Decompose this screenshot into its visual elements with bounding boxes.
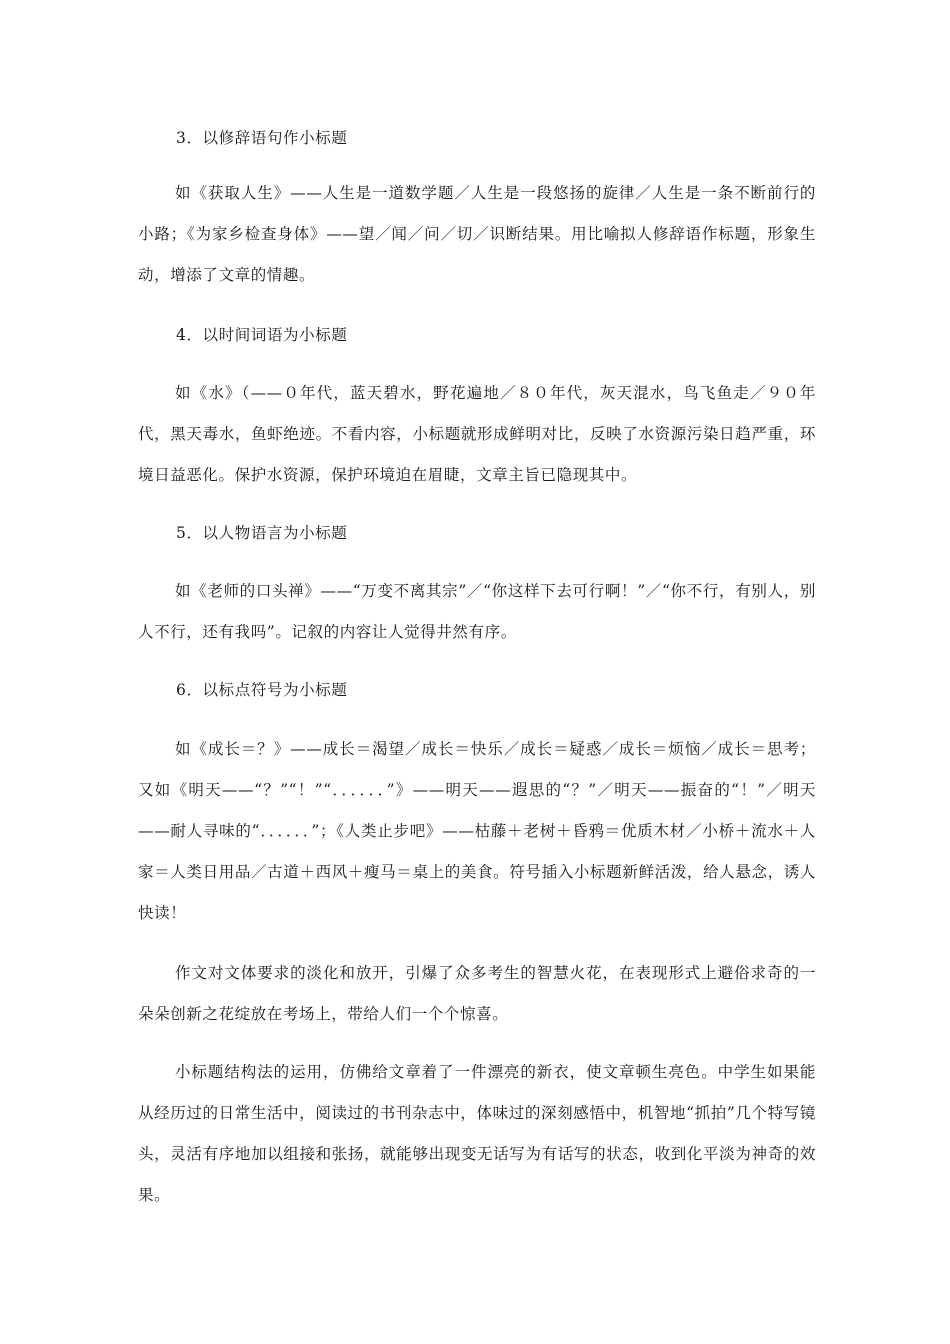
section-paragraph-4: 如《水》（——０年代，蓝天碧水，野花遍地／８０年代，灰天混水，鸟飞鱼走／９０年代，黑天毒水，鱼虾绝迹。不看内容，小标题就形成鲜明对比，反映了水资源污染日趋严重，环境日益恶化。保护水资源，保护环境迫在眉睫，文章主旨已隐现其中。 bbox=[138, 384, 816, 484]
section-heading-5: 5．以人物语言为小标题 bbox=[176, 524, 348, 542]
section-heading-4: 4．以时间词语为小标题 bbox=[176, 326, 348, 344]
section-paragraph-3: 如《获取人生》——人生是一道数学题／人生是一段悠扬的旋律／人生是一条不断前行的小路；《为家乡检查身体》——望／闻／问／切／识断结果。用比喻拟人修辞语作标题，形象生动，增添了文章的情趣。 bbox=[138, 184, 816, 284]
section-heading-3: 3．以修辞语句作小标题 bbox=[176, 129, 348, 147]
section-paragraph-6: 如《成长＝？》——成长＝渴望／成长＝快乐／成长＝疑惑／成长＝烦恼／成长＝思考；又如《明天——“？”“！”“．．．．．．”》——明天——遐思的“？”／明天——振奋的“！”／明天——耐人寻味的“．．．．．．”；《人类止步吧》——枯藤＋老树＋昏鸦＝优质木材／小桥＋流水＋人家＝人类日用品／古道＋西风＋瘦马＝桌上的美食。符号插入小标题新鲜活泼，给人悬念，诱人快读！ bbox=[138, 740, 816, 922]
closing-paragraph-1: 作文对文体要求的淡化和放开，引爆了众多考生的智慧火花，在表现形式上避俗求奇的一朵朵创新之花绽放在考场上，带给人们一个个惊喜。 bbox=[138, 964, 816, 1023]
section-paragraph-5: 如《老师的口头禅》——“万变不离其宗”／“你这样下去可行啊！”／“你不行，有别人，别人不行，还有我吗”。记叙的内容让人觉得井然有序。 bbox=[138, 582, 816, 641]
closing-paragraph-2: 小标题结构法的运用，仿佛给文章着了一件漂亮的新衣，使文章顿生亮色。中学生如果能从经历过的日常生活中，阅读过的书刊杂志中，体味过的深刻感悟中，机智地“抓拍”几个特写镜头，灵活有序地加以组接和张扬，就能够出现变无话写为有话写的状态，收到化平淡为神奇的效果。 bbox=[138, 1063, 816, 1204]
section-heading-6: 6．以标点符号为小标题 bbox=[176, 681, 348, 699]
